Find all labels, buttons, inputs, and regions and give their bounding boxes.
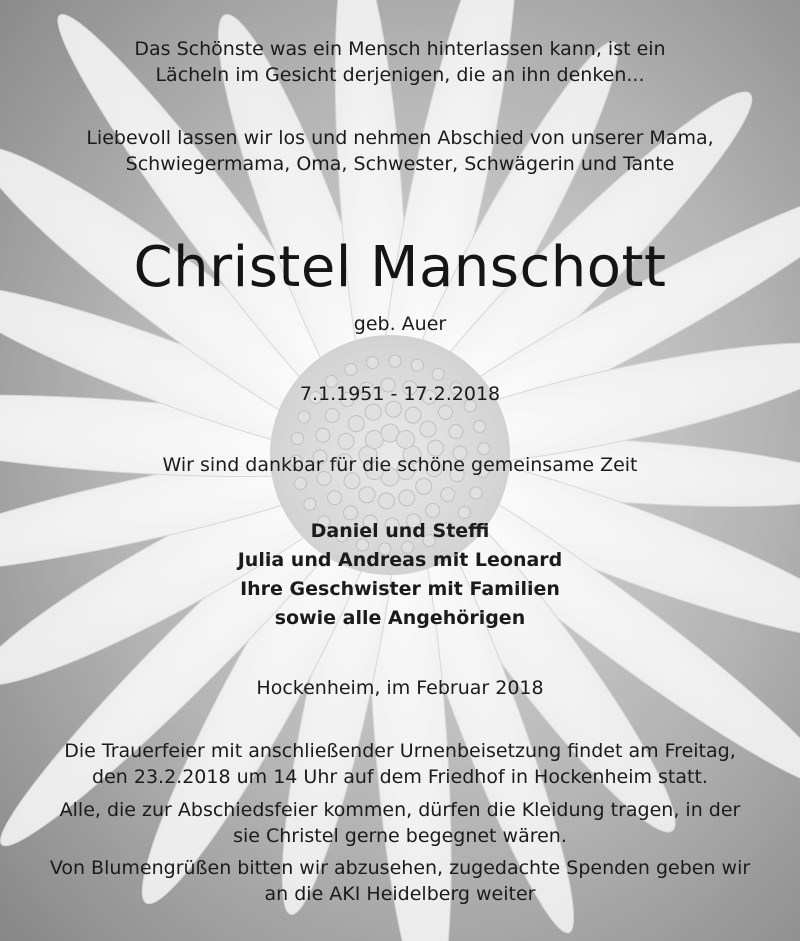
ceremony-line: an die AKI Heidelberg weiter (264, 883, 536, 905)
mourner-line: Ihre Geschwister mit Familien (240, 578, 560, 600)
ceremony-line: sie Christel gerne begegnet wären. (233, 825, 567, 847)
quote-line-1: Das Schönste was ein Mensch hinterlassen kann, ist ein (134, 38, 666, 60)
deceased-name: Christel Manschott (133, 235, 667, 300)
place-and-date: Hockenheim, im Februar 2018 (256, 677, 544, 699)
mourner-line: Daniel und Steffi (310, 520, 490, 542)
ceremony-line: Von Blumengrüßen bitten wir abzusehen, zugedachte Spenden geben wir (49, 857, 751, 879)
ceremony-line: Alle, die zur Abschiedsfeier kommen, dürfen die Kleidung tragen, in der (59, 799, 741, 821)
ceremony-line: Die Trauerfeier mit anschließender Urnenbeisetzung findet am Freitag, (64, 740, 736, 762)
farewell-line-2: Schwiegermama, Oma, Schwester, Schwägerin und Tante (125, 153, 675, 175)
mourner-line: Julia und Andreas mit Leonard (237, 549, 563, 571)
birth-name: geb. Auer (353, 313, 447, 335)
farewell-line-1: Liebevoll lassen wir los und nehmen Abschied von unserer Mama, (86, 127, 714, 149)
mourner-line: sowie alle Angehörigen (274, 607, 526, 629)
gratitude-line: Wir sind dankbar für die schöne gemeinsame Zeit (162, 454, 638, 476)
life-dates: 7.1.1951 - 17.2.2018 (299, 383, 501, 405)
ceremony-line: den 23.2.2018 um 14 Uhr auf dem Friedhof in Hockenheim statt. (92, 766, 708, 788)
quote-line-2: Lächeln im Gesicht derjenigen, die an ihn denken... (155, 64, 645, 86)
